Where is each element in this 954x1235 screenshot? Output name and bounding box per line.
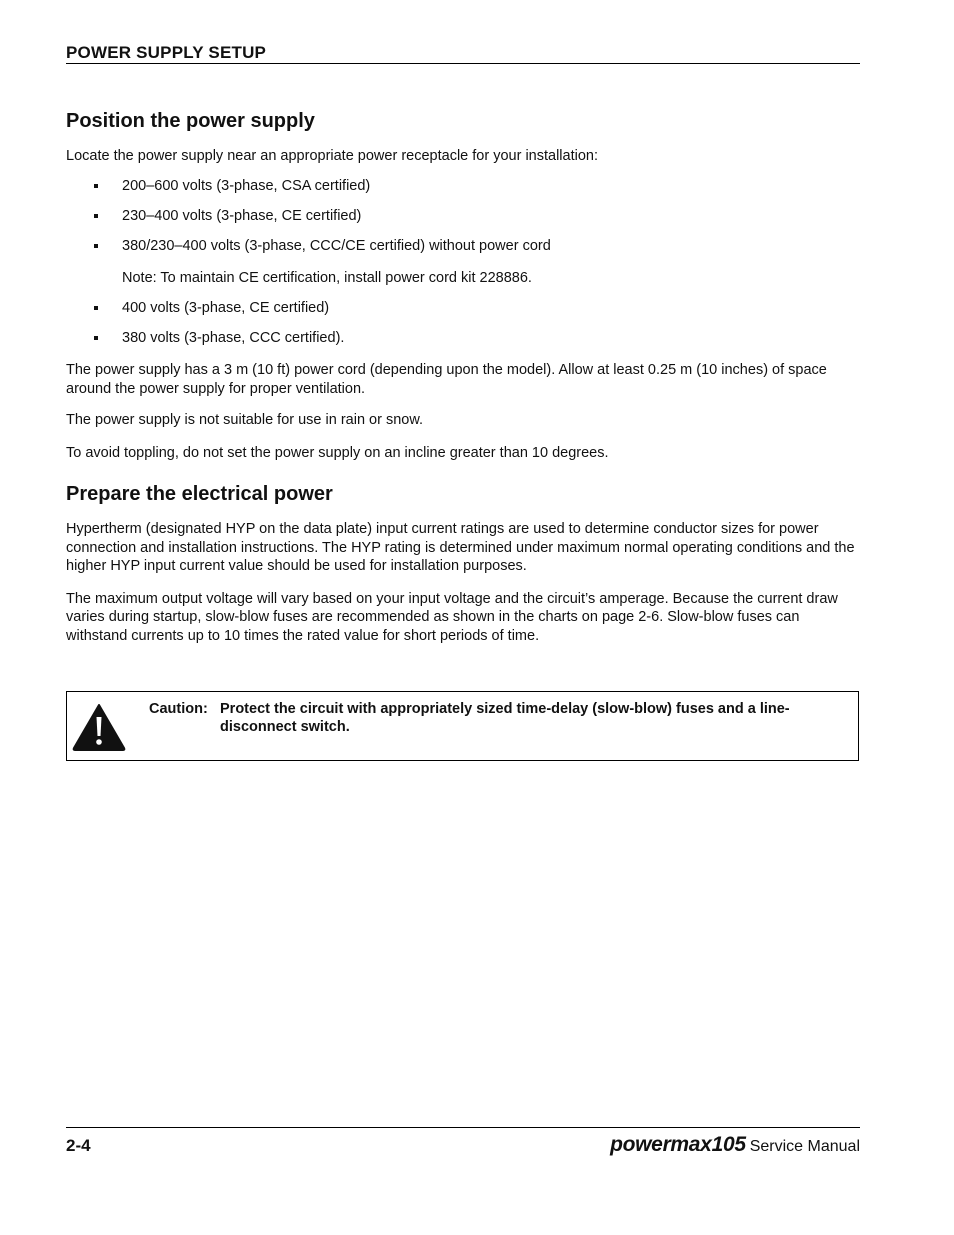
main-content [66,108,860,645]
list-item: 380/230–400 volts (3-phase, CCC/CE certified) without power cord [66,237,860,256]
heading-prepare-electrical-power: Prepare the electrical power [66,483,333,505]
warning-triangle-icon [71,702,127,752]
caution-label: Caution: [149,701,208,717]
page-header [66,44,860,64]
caution-box [66,691,859,761]
footer-manual-title [610,1133,860,1157]
heading-position-power-supply: Position the power supply [66,110,315,132]
fuse-paragraph: The maximum output voltage will vary based on your input voltage and the circuit’s amperage. Because the current draw varies during startup, slow-blow fuses are recommended as shown in the charts on page 2-6. Slow-blow fuses can withstand currents up to 10 times the rated value for short periods of time. [66,590,838,644]
section-header-title: POWER SUPPLY SETUP [66,43,267,62]
bullet-marker [94,336,98,340]
power-cord-paragraph: The power supply has a 3 m (10 ft) power cord (depending upon the model). Allow at least 0.25 m (10 inches) of space around the power supply for proper ventilation. [66,362,827,397]
voltage-list-continued [66,299,860,348]
bullet-marker [94,214,98,218]
weather-paragraph: The power supply is not suitable for use in rain or snow. [66,412,424,428]
list-item: 200–600 volts (3-phase, CSA certified) [66,177,860,196]
bullet-marker [94,306,98,310]
list-item: 400 volts (3-phase, CE certified) [66,299,860,318]
list-item: 380 volts (3-phase, CCC certified). [66,329,860,348]
position-intro: Locate the power supply near an appropriate power receptacle for your installation: [66,148,598,164]
bullet-marker [94,244,98,248]
hyp-rating-paragraph: Hypertherm (designated HYP on the data plate) input current ratings are used to determine conductor sizes for power connection and installation instructions. The HYP rating is determined under maximum normal operating conditions and the higher HYP input current value should be used for installation purposes. [66,521,855,574]
page-number: 2-4 [66,1136,91,1155]
page-footer [66,1127,860,1156]
incline-paragraph: To avoid toppling, do not set the power supply on an incline greater than 10 degrees. [66,444,609,461]
caution-text: Protect the circuit with appropriately sized time-delay (slow-blow) fuses and a line-disconnect switch. [220,701,790,735]
voltage-list [66,177,860,256]
manual-label: Service Manual [749,1138,860,1155]
product-brand: powermax105 [610,1133,746,1156]
list-item: 230–400 volts (3-phase, CE certified) [66,207,860,226]
bullet-marker [94,184,98,188]
ce-note: Note: To maintain CE certification, install power cord kit 228886. [122,269,532,286]
